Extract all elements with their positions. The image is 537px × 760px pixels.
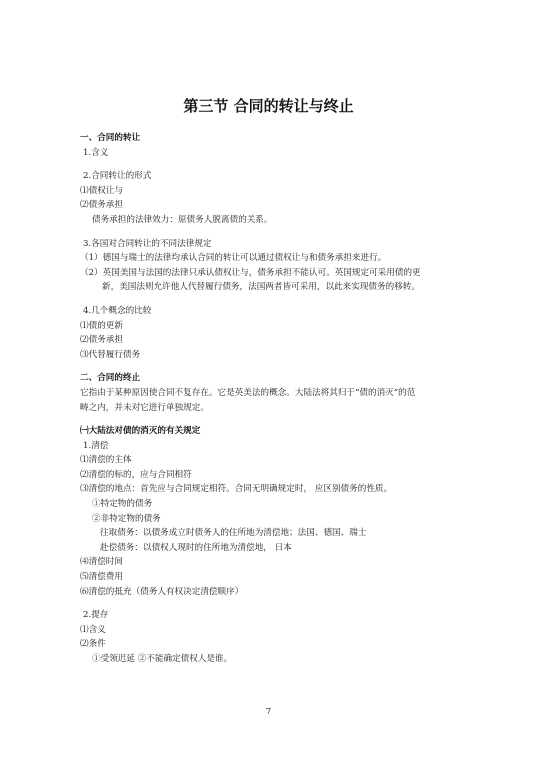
list-item: ⑹清偿的抵充（债务人有权决定清偿顺序） <box>80 586 244 597</box>
list-item: ⑵条件 <box>80 639 106 650</box>
list-subitem-detail: 赴偿债务：以债权人现时的住所地为清偿地， 日本 <box>100 542 292 553</box>
list-item: ⑷清偿时间 <box>80 557 123 568</box>
list-item: ⑴含义 <box>80 624 106 635</box>
section-heading-termination: 二、合同的终止 <box>80 373 141 384</box>
page-number: 7 <box>265 707 272 717</box>
page-title: 第三节 合同的转让与终止 <box>183 97 354 115</box>
list-item: ⑴清偿的主体 <box>80 455 132 466</box>
section-heading-transfer: 一、合同的转让 <box>80 133 141 143</box>
list-item: ⑴债权让与 <box>80 185 123 196</box>
subsection-forms: 2.合同转让的形式 <box>83 171 152 182</box>
subsection-payment: 1.清偿 <box>83 440 109 451</box>
subsection-deposit: 2.提存 <box>83 610 109 621</box>
subsection-concepts: 4.几个概念的比较 <box>83 305 152 316</box>
list-item-continuation: 新，美国法则允许他人代替履行债务，法国两者皆可采用，以此来实现债务的移转。 <box>102 282 420 293</box>
list-item: ⑶清偿的地点：首先应与合同规定相符。合同无明确规定时， 应区别债务的性质。 <box>80 484 393 495</box>
document-body <box>80 131 465 667</box>
list-item: ⑶代替履行债务 <box>80 349 141 360</box>
list-item: （2）英国美国与法国的法律只承认债权让与，债务承担不能认可。英国规定可采用债的更 <box>80 267 421 278</box>
list-subitem-detail: 往取债务：以债务成立时债务人的住所地为清偿地；法国、德国、瑞士 <box>100 528 367 539</box>
paragraph-line: 它指由于某种原因使合同不复存在。它是英美法的概念。大陆法将其归于“债的消灭”的范 <box>80 387 416 398</box>
subsection-meaning: 1.含义 <box>83 147 109 158</box>
list-subitem: ①特定物的债务 <box>92 499 153 510</box>
list-item: ⑸清偿费用 <box>80 572 123 583</box>
subsection-rules: 3.各国对合同转让的不同法律规定 <box>83 238 212 249</box>
note-text: 债务承担的法律效力：原债务人脱离债的关系。 <box>92 214 273 225</box>
list-item: ⑵清偿的标的，应与合同相符 <box>80 469 192 480</box>
list-item: ⑵债务承担 <box>80 335 123 346</box>
paragraph-line: 畴之内，并未对它进行单独规定。 <box>80 402 209 413</box>
section-heading-civil-law: ㈠大陆法对债的消灭的有关规定 <box>80 426 201 437</box>
list-subitem: ①受领迟延 ②不能确定债权人是谁。 <box>92 654 233 664</box>
list-subitem: ②非特定物的债务 <box>92 513 161 524</box>
list-item: ⑵债务承担 <box>80 200 123 211</box>
list-item: ⑴债的更新 <box>80 320 123 331</box>
list-item: （1）德国与瑞士的法律均承认合同的转让可以通过债权让与和债务承担来进行。 <box>80 253 387 264</box>
